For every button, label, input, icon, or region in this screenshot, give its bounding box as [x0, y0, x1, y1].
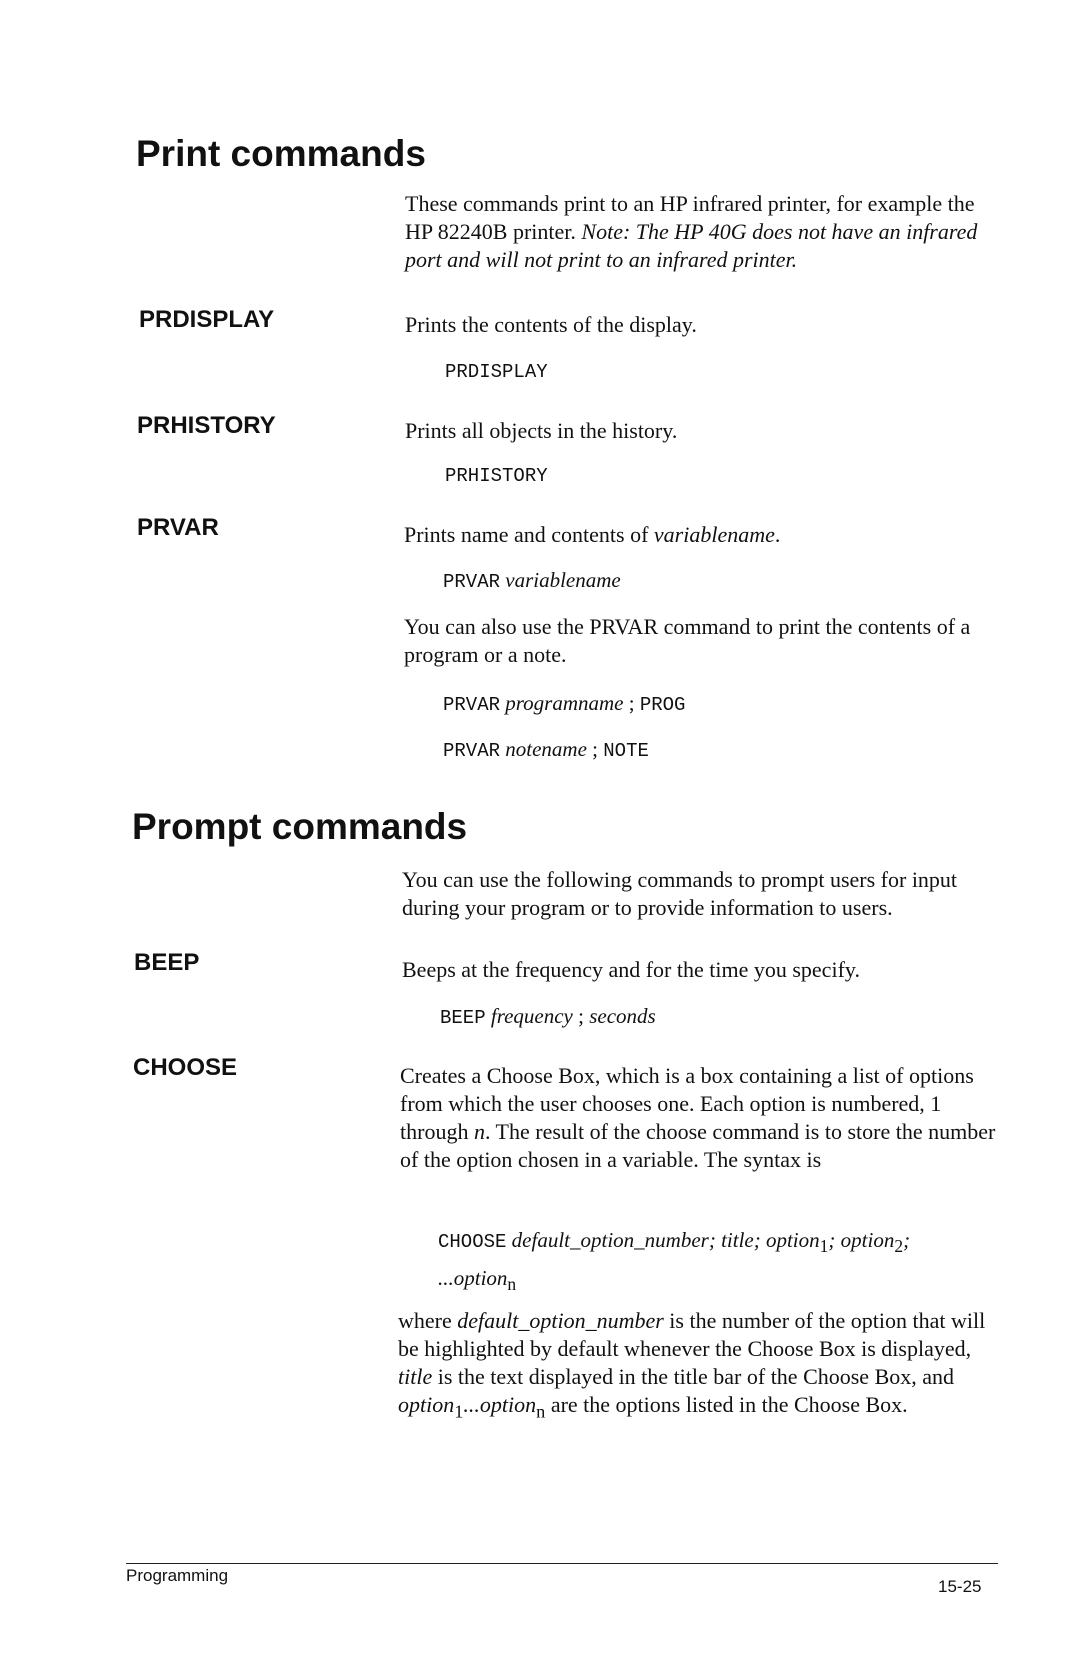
- prhistory-desc: Prints all objects in the history.: [405, 418, 678, 443]
- beep-syntax: [440, 1002, 656, 1032]
- choose-where-g: ...option: [463, 1392, 537, 1417]
- prvar-desc-var: variablename: [653, 522, 775, 547]
- choose-where-d: title: [398, 1364, 433, 1389]
- prvar-example-prog: [443, 689, 685, 719]
- print-intro: [405, 190, 1005, 274]
- prvar-ex2-cmd: PRVAR: [443, 740, 501, 762]
- prvar-desc: [404, 521, 780, 549]
- footer-rule: [126, 1563, 998, 1564]
- choose-where-h: are the options listed in the Choose Box.: [550, 1392, 908, 1417]
- print-commands-heading: Print commands: [136, 133, 426, 174]
- choose-where-a: where: [398, 1308, 452, 1333]
- prvar-ex1-sep: ;: [628, 691, 635, 715]
- prvar-syntax-arg: variablename: [505, 568, 621, 592]
- beep-syntax-arg1: frequency: [490, 1004, 573, 1028]
- choose-syntax-c: ; option: [828, 1228, 895, 1252]
- prvar-desc-period: .: [774, 522, 781, 547]
- prvar-ex2-arg: notename: [505, 737, 587, 761]
- beep-syntax-sep: ;: [578, 1004, 584, 1028]
- choose-where-f: option: [398, 1392, 455, 1417]
- beep-syntax-arg2: seconds: [589, 1004, 656, 1028]
- choose-syntax-cmd: CHOOSE: [438, 1231, 507, 1253]
- print-intro-note: Note: The HP 40G does not have an infrared port and will not print to an infrared printer.: [405, 219, 978, 272]
- beep-term: BEEP: [134, 949, 200, 976]
- choose-syntax-a: default_option_number: [511, 1228, 709, 1252]
- prhistory-term: PRHISTORY: [137, 412, 276, 439]
- footer-page-number: 15-25: [938, 1577, 982, 1596]
- prvar-ex1-cmd: PRVAR: [443, 694, 501, 716]
- choose-desc: [400, 1062, 1000, 1174]
- prvar-example-note: [443, 735, 649, 765]
- choose-where-f-sub: 1: [454, 1401, 464, 1422]
- prvar-ex1-kw: PROG: [639, 694, 686, 716]
- print-intro-text: These commands print to an HP infrared printer, for example the HP 82240B printer.: [405, 191, 975, 244]
- prvar-ex2-sep: ;: [592, 737, 599, 761]
- prvar-ex1-arg: programname: [505, 691, 624, 715]
- prdisplay-syntax: PRDISPLAY: [445, 361, 548, 383]
- footer-section: Programming: [126, 1566, 229, 1585]
- choose-desc-a: Creates a Choose Box, which is a box containing a list of options from which the user chooses one. Each option is numbered, 1 through: [400, 1063, 974, 1144]
- beep-desc: Beeps at the frequency and for the time you specify.: [402, 957, 860, 982]
- prhistory-syntax: PRHISTORY: [445, 465, 548, 487]
- choose-where-b: default_option_number: [457, 1308, 664, 1333]
- prdisplay-term: PRDISPLAY: [139, 306, 275, 333]
- prvar-syntax: [443, 566, 621, 596]
- choose-syntax-b: ; title; option: [708, 1228, 820, 1252]
- prvar-term: PRVAR: [137, 514, 219, 541]
- choose-syntax-subn: n: [507, 1274, 517, 1295]
- choose-where-e: is the text displayed in the title bar of the Choose Box, and: [437, 1364, 955, 1389]
- beep-syntax-cmd: BEEP: [440, 1007, 486, 1029]
- choose-syntax-sub1: 1: [819, 1236, 829, 1257]
- prvar-desc-text: Prints name and contents of: [404, 522, 649, 547]
- choose-desc-b: . The result of the choose command is to store the number of the option chosen in a variable. The syntax is: [400, 1119, 996, 1172]
- choose-syntax-sub2: 2: [894, 1236, 904, 1257]
- prvar-syntax-cmd: PRVAR: [443, 571, 501, 593]
- choose-syntax: [438, 1224, 998, 1300]
- prompt-intro: You can use the following commands to prompt users for input during your program or to provide information to users.: [402, 867, 958, 920]
- choose-term: CHOOSE: [133, 1054, 238, 1081]
- prvar-ex2-kw: NOTE: [603, 740, 649, 762]
- choose-where-c: is the number of the option that will be highlighted by default whenever the Choose Box is displayed,: [398, 1308, 986, 1361]
- prdisplay-desc: Prints the contents of the display.: [405, 312, 697, 337]
- choose-syntax-d: ;: [903, 1228, 911, 1252]
- choose-where-g-sub: n: [536, 1401, 546, 1422]
- prvar-extra: You can also use the PRVAR command to print the contents of a program or a note.: [404, 614, 971, 667]
- choose-desc-n: n: [473, 1119, 485, 1144]
- prompt-commands-heading: Prompt commands: [132, 806, 468, 847]
- choose-where: [398, 1307, 998, 1425]
- choose-syntax-e: ...option: [438, 1266, 508, 1291]
